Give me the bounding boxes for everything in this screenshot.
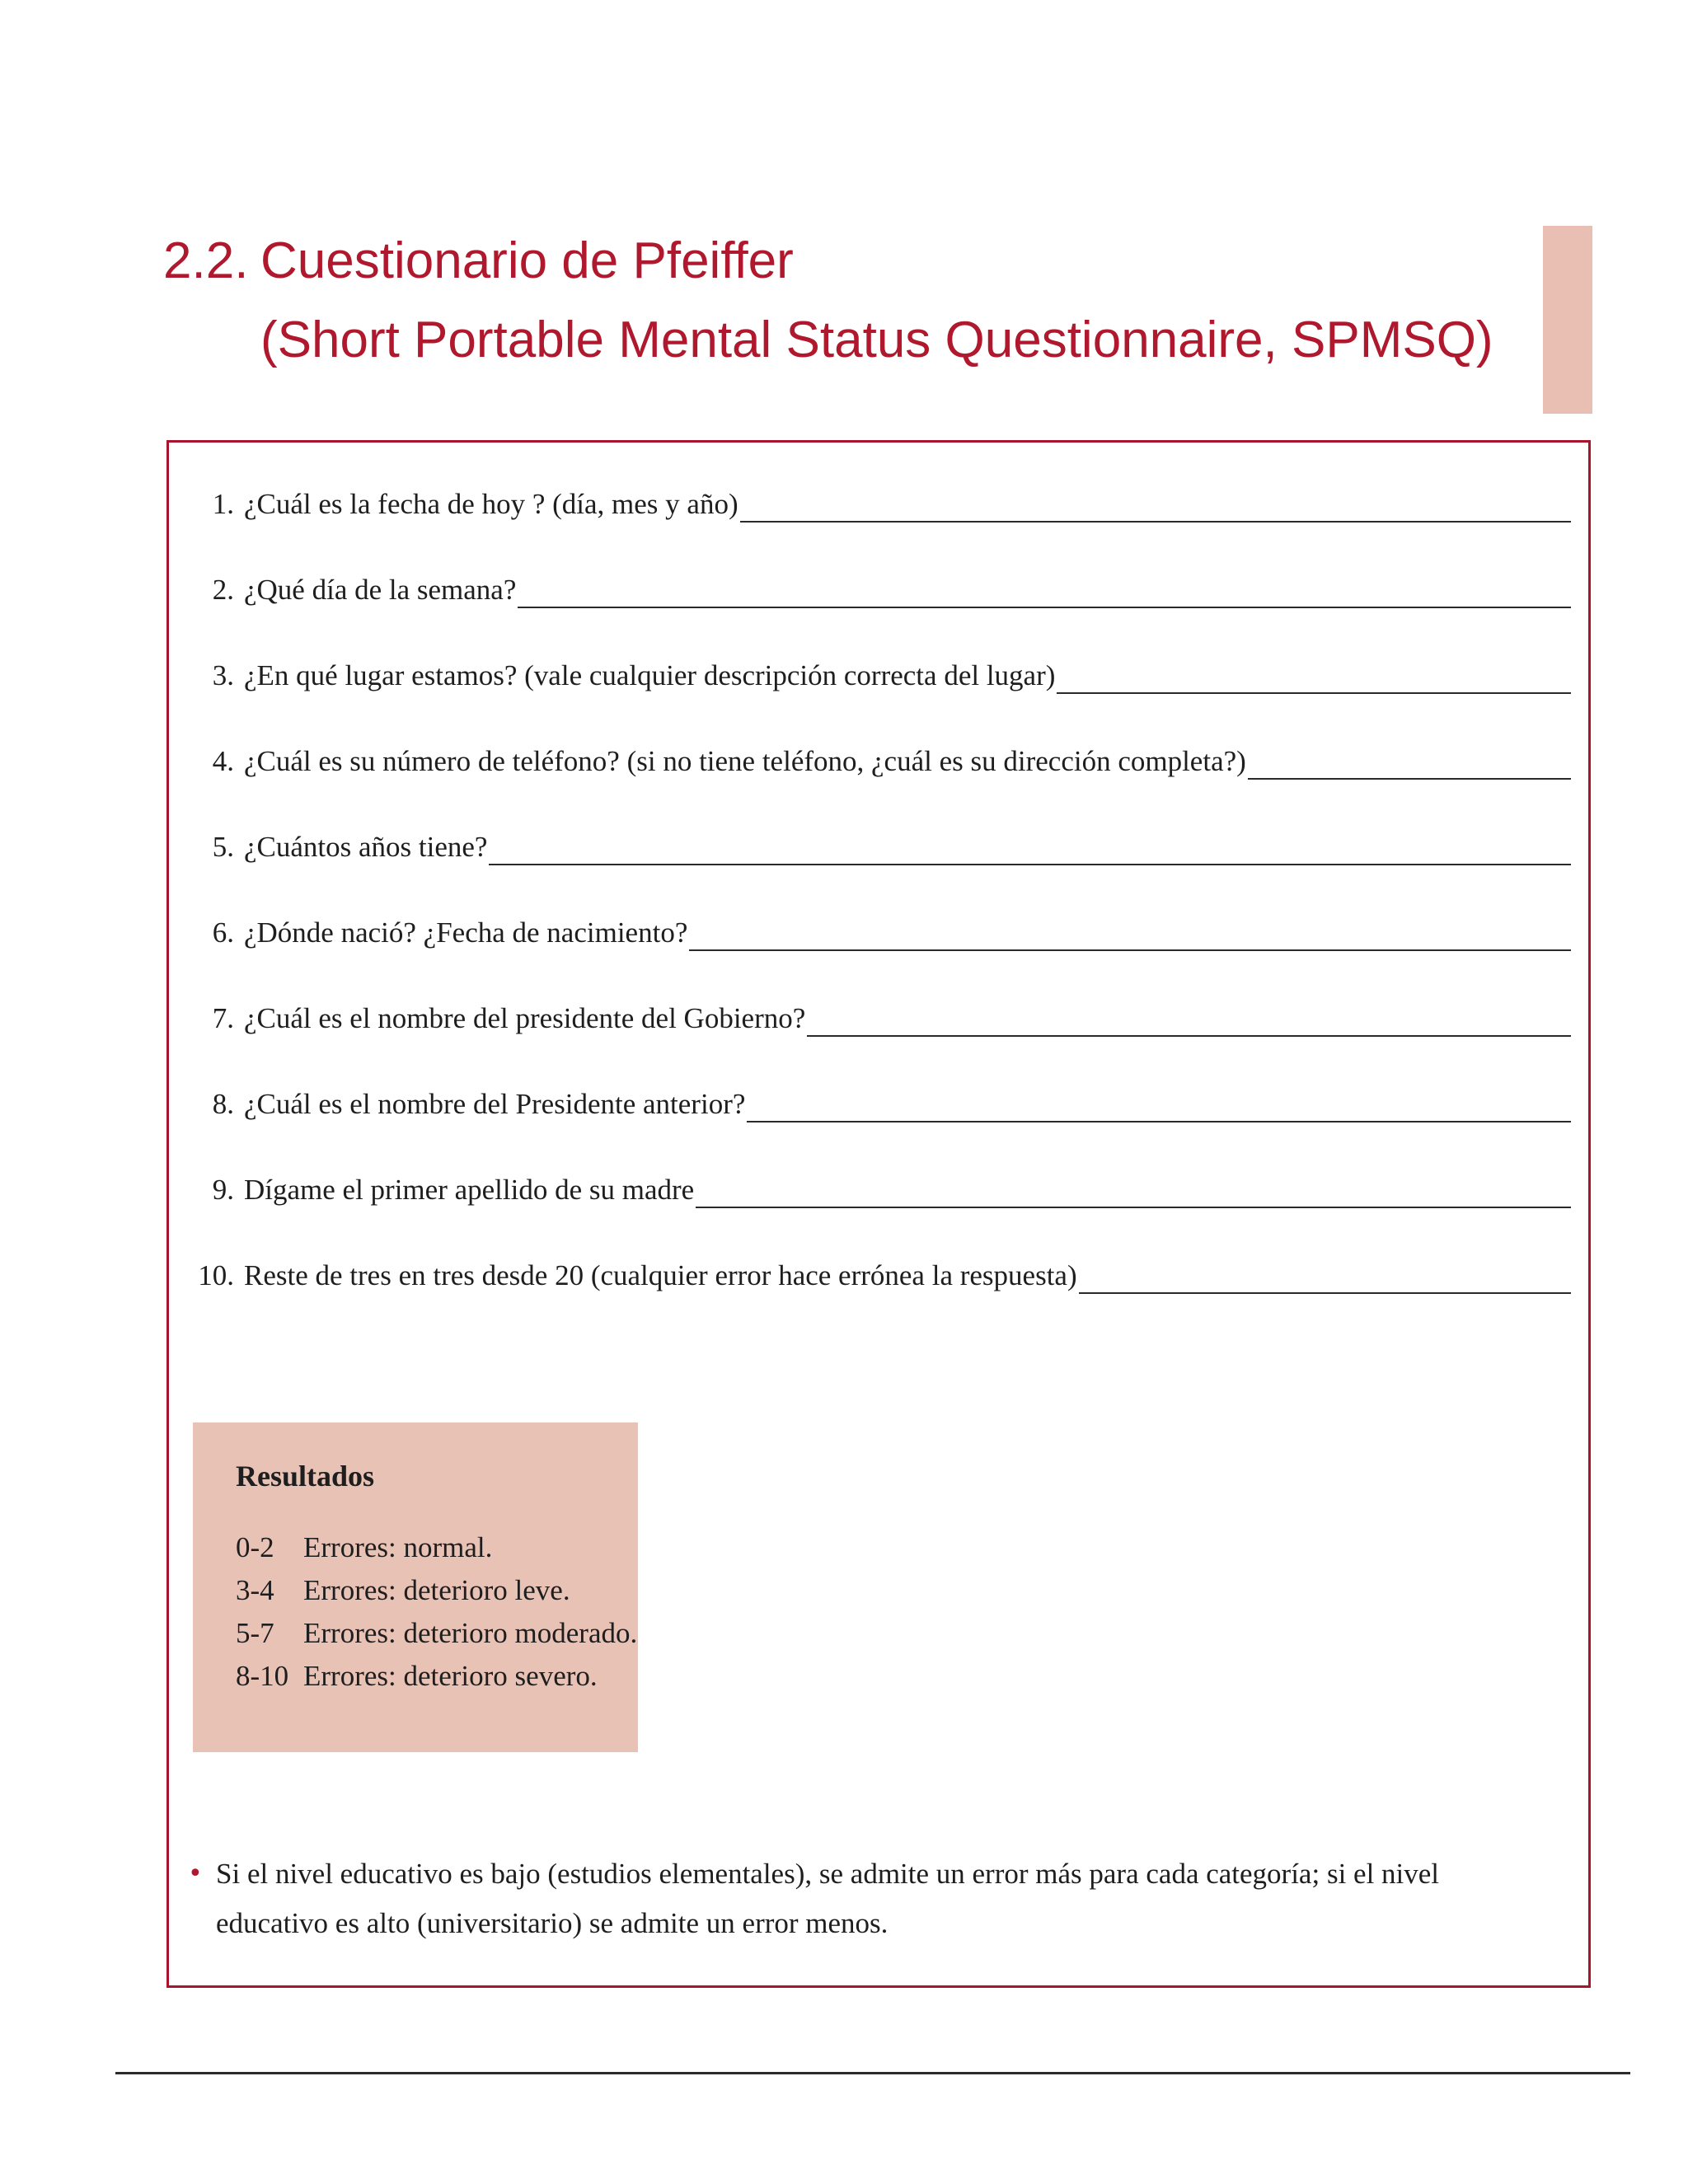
question-number: 5. [212, 831, 234, 863]
results-row [236, 1569, 638, 1612]
question-item [186, 829, 1571, 915]
question-text: ¿Dónde nació? ¿Fecha de nacimiento? [244, 916, 688, 949]
question-list [186, 486, 1571, 1343]
question-number: 3. [212, 659, 234, 691]
question-number: 8. [212, 1088, 234, 1120]
question-item [186, 1172, 1571, 1258]
results-row [236, 1526, 638, 1569]
footer-divider [115, 2072, 1630, 2074]
answer-line [807, 1001, 1571, 1037]
note-text: Si el nivel educativo es bajo (estudios elementales), se admite un error más para cada categoría; si el nivel educativo es alto (universitario) se admite un error menos. [216, 1858, 1440, 1939]
question-text: ¿Cuál es el nombre del presidente del Gobierno? [244, 1002, 806, 1034]
answer-line [518, 572, 1571, 608]
results-row [236, 1655, 638, 1698]
question-text: Dígame el primer apellido de su madre [244, 1174, 695, 1206]
question-number: 2. [212, 574, 234, 606]
question-item [186, 1086, 1571, 1172]
bullet-icon: • [188, 1859, 203, 1888]
question-number: 10. [198, 1259, 234, 1291]
answer-line [740, 486, 1571, 523]
question-text: ¿Cuál es la fecha de hoy ? (día, mes y año) [244, 488, 738, 520]
result-description: Errores: deterioro moderado. [303, 1617, 638, 1649]
question-item [186, 1258, 1571, 1343]
question-item [186, 572, 1571, 658]
page-subtitle: (Short Portable Mental Status Questionnaire, SPMSQ) [260, 312, 1493, 368]
answer-line [1248, 743, 1571, 780]
question-item [186, 743, 1571, 829]
answer-line [489, 829, 1571, 865]
answer-line [1057, 658, 1571, 694]
question-item [186, 915, 1571, 1001]
question-number: 9. [212, 1174, 234, 1206]
question-text: ¿Qué día de la semana? [244, 574, 517, 606]
error-range: 0-2 [236, 1531, 274, 1563]
question-text: ¿Cuántos años tiene? [244, 831, 488, 863]
error-range: 3-4 [236, 1574, 274, 1606]
education-note [188, 1849, 1556, 1948]
question-number: 7. [212, 1002, 234, 1034]
results-row [236, 1612, 638, 1655]
answer-line [747, 1086, 1571, 1122]
page-title: Cuestionario de Pfeiffer [260, 232, 794, 289]
results-title: Resultados [236, 1460, 375, 1493]
section-number: 2.2. [163, 232, 249, 289]
question-text: ¿En qué lugar estamos? (vale cualquier descripción correcta del lugar) [244, 659, 1056, 691]
question-number: 4. [212, 745, 234, 777]
question-text: ¿Cuál es su número de teléfono? (si no tiene teléfono, ¿cuál es su dirección completa?) [244, 745, 1246, 777]
question-number: 6. [212, 916, 234, 949]
error-range: 8-10 [236, 1660, 289, 1692]
question-text: Reste de tres en tres desde 20 (cualquier error hace errónea la respuesta) [244, 1259, 1077, 1291]
question-item [186, 1001, 1571, 1086]
side-tab-marker [1543, 226, 1592, 414]
question-item [186, 486, 1571, 572]
result-description: Errores: deterioro leve. [303, 1574, 570, 1606]
error-range: 5-7 [236, 1617, 274, 1649]
results-panel [193, 1422, 638, 1752]
question-number: 1. [212, 488, 234, 520]
answer-line [689, 915, 1571, 951]
answer-line [1079, 1258, 1571, 1294]
result-description: Errores: normal. [303, 1531, 493, 1563]
answer-line [696, 1172, 1571, 1208]
question-item [186, 658, 1571, 743]
result-description: Errores: deterioro severo. [303, 1660, 598, 1692]
question-text: ¿Cuál es el nombre del Presidente anterior? [244, 1088, 746, 1120]
